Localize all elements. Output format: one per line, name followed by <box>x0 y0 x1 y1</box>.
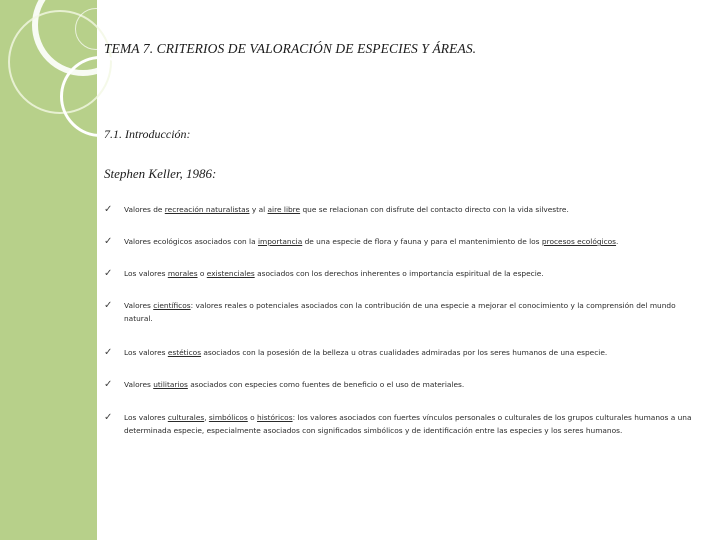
checkmark-icon: ✓ <box>104 300 113 311</box>
text-segment: Valores <box>124 380 154 389</box>
underlined-term: científicos <box>153 301 191 310</box>
text-segment: asociados con especies como fuentes de beneficio o el uso de materiales. <box>187 380 465 389</box>
list-item-text <box>124 235 700 248</box>
decorative-ring-icon <box>60 56 141 137</box>
underlined-term: históricos <box>257 413 293 422</box>
text-segment: Valores de <box>124 205 165 214</box>
text-segment: Los valores <box>124 348 168 357</box>
text-segment: y al <box>249 205 268 214</box>
text-segment: Los valores <box>124 269 168 278</box>
slide-title: TEMA 7. CRITERIOS DE VALORACIÓN DE ESPECIES Y ÁREAS. <box>104 41 477 56</box>
list-item-text <box>124 299 700 325</box>
list-item <box>104 411 700 437</box>
underlined-term: recreación naturalistas <box>164 205 250 214</box>
text-segment: Valores <box>124 301 154 310</box>
text-segment: que se relacionan con disfrute del contacto directo con la vida silvestre. <box>300 205 569 214</box>
list-item-text <box>124 411 700 437</box>
underlined-term: existenciales <box>206 269 255 278</box>
list-item <box>104 235 700 248</box>
list-item-text <box>124 346 700 359</box>
list-item <box>104 346 700 359</box>
text-segment: asociados con los derechos inherentes o importancia espiritual de la especie. <box>254 269 544 278</box>
checkmark-icon: ✓ <box>104 379 113 390</box>
sidebar-decoration <box>0 0 97 540</box>
underlined-term: procesos ecológicos <box>541 237 617 246</box>
text-segment: , <box>204 413 209 422</box>
text-segment: o <box>197 269 207 278</box>
list-item <box>104 267 700 280</box>
checkmark-icon: ✓ <box>104 347 113 358</box>
checkmark-icon: ✓ <box>104 268 113 279</box>
underlined-term: estéticos <box>167 348 202 357</box>
list-item-text <box>124 203 700 216</box>
text-segment: asociados con la posesión de la belleza u otras cualidades admiradas por los seres humanos de una especie. <box>201 348 608 357</box>
underlined-term: culturales <box>167 413 205 422</box>
text-segment: : los valores asociados con fuertes vínculos personales o culturales de los grupos culturales humanos a una determinada especie, especialmente asociados con significados simbólicos y de identificación entre las especies y los seres humanos. <box>124 413 692 435</box>
text-segment: : valores reales o potenciales asociados con la contribución de una especie a mejorar el conocimiento y la comprensión del mundo natural. <box>124 301 676 323</box>
underlined-term: simbólicos <box>208 413 248 422</box>
underlined-term: morales <box>167 269 198 278</box>
list-item <box>104 299 700 325</box>
underlined-term: aire libre <box>267 205 301 214</box>
list-item <box>104 203 700 216</box>
section-heading: 7.1. Introducción: <box>104 127 191 141</box>
text-segment: de una especie de flora y fauna y para el mantenimiento de los <box>302 237 542 246</box>
text-segment: Valores ecológicos asociados con la <box>124 237 258 246</box>
checkmark-icon: ✓ <box>104 236 113 247</box>
checkmark-icon: ✓ <box>104 204 113 215</box>
author-heading: Stephen Keller, 1986: <box>104 166 217 181</box>
checkmark-icon: ✓ <box>104 412 113 423</box>
underlined-term: utilitarios <box>153 380 188 389</box>
text-segment: Los valores <box>124 413 168 422</box>
text-segment: o <box>247 413 258 422</box>
underlined-term: importancia <box>257 237 303 246</box>
text-segment: . <box>616 237 619 246</box>
list-item-text <box>124 267 700 280</box>
list-item-text <box>124 378 700 391</box>
list-item <box>104 378 700 391</box>
